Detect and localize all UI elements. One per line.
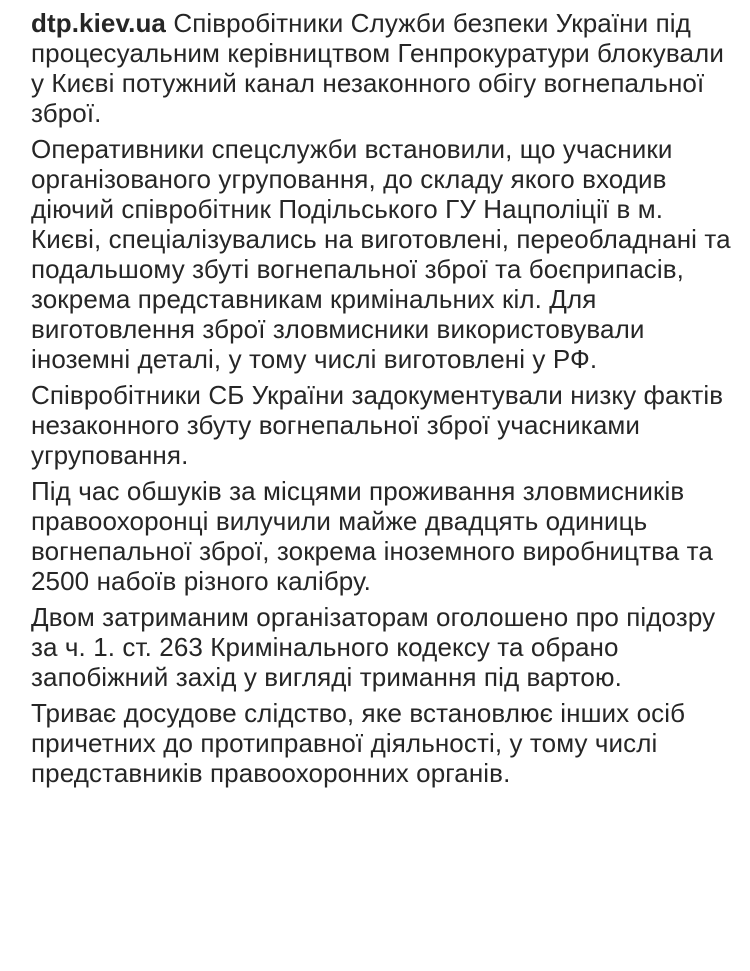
caption-paragraph-2: Оперативники спецслужби встановили, що учасники організованого угруповання, до складу якого входив діючий співробітник Подільського ГУ Нацполіції в м. Києві, спеціалізувались на виготовлені, переобладнані та подальшому збуті вогнепальної зброї та боєприпасів, зокрема представникам кримінальних кіл. Для виготовлення зброї зловмисники використовували іноземні деталі, у тому числі виготовлені у РФ. (31, 134, 731, 374)
caption-paragraph-1 (31, 8, 736, 128)
username-link[interactable]: dtp.kiev.ua (31, 8, 166, 38)
caption-paragraph-4: Під час обшуків за місцями проживання зловмисників правоохоронці вилучили майже двадцять одиниць вогнепальної зброї, зокрема іноземного виробництва та 2500 набоїв різного калібру. (31, 476, 713, 596)
caption-text-1: Співробітники Служби безпеки України під процесуальним керівництвом Генпрокуратури блокували у Києві потужний канал незаконного обігу вогнепальної зброї. (31, 8, 724, 128)
caption-paragraph-5: Двом затриманим організаторам оголошено про підозру за ч. 1. ст. 263 Кримінального кодексу та обрано запобіжний захід у вигляді тримання під вартою. (31, 602, 716, 692)
caption-paragraph-3: Співробітники СБ України задокументували низку фактів незаконного збуту вогнепальної зброї учасниками угруповання. (31, 380, 724, 470)
caption-paragraph-6: Триває досудове слідство, яке встановлює інших осіб причетних до протиправної діяльності, у тому числі представників правоохоронних органів. (31, 698, 686, 788)
